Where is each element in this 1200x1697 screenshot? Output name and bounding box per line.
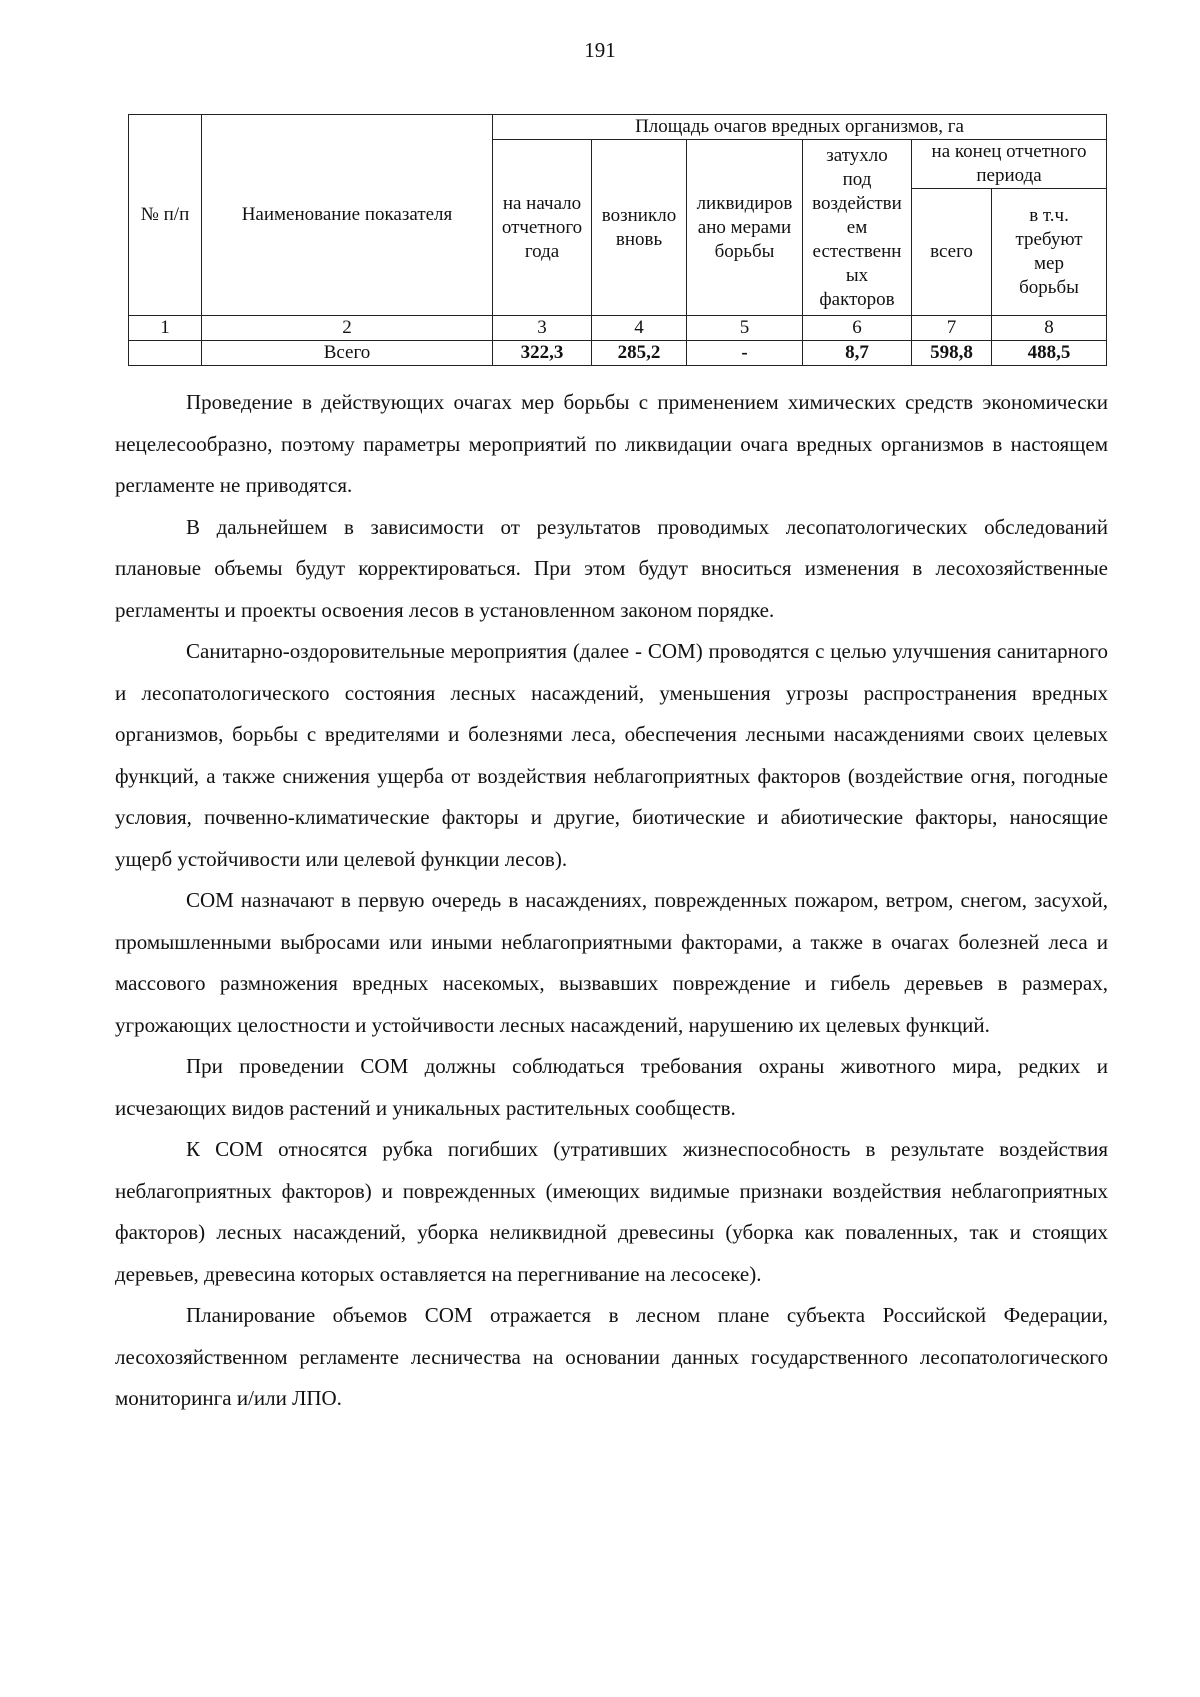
paragraph: Санитарно-оздоровительные мероприятия (далее - СОМ) проводятся с целью улучшения санитарного и лесопатологического состояния лесных насаждений, уменьшения угрозы распространения вредных организмов, борьбы с вредителями и болезнями леса, обеспечения лесными насаждениями своих целевых функций, а также снижения ущерба от воздействия неблагоприятных факторов (воздействие огня, погодные условия, почвенно-климатические факторы и другие, биотические и абиотические факторы, наносящие ущерб устойчивости или целевой функции лесов). (115, 639, 1108, 871)
paragraph: Проведение в действующих очагах мер борьбы с применением химических средств экономически нецелесообразно, поэтому параметры мероприятий по ликвидации очага вредных организмов в настоящем регламенте не приводятся. (115, 390, 1108, 497)
total-new-cell: 285,2 (592, 341, 687, 366)
total-liquidated-cell: - (687, 341, 803, 366)
column-number-cell: 1 (129, 316, 202, 341)
header-col-end-need: в т.ч. требуют мер борьбы (992, 189, 1107, 316)
paragraph: При проведении СОМ должны соблюдаться требования охраны животного мира, редких и исчезающих видов растений и уникальных растительных сообществ. (115, 1054, 1108, 1120)
header-col-number: № п/п (129, 115, 202, 316)
paragraph: К СОМ относятся рубка погибших (утративших жизнеспособность в результате воздействия неблагоприятных факторов) и поврежденных (имеющих видимые признаки воздействия неблагоприятных факторов) лесных насаждений, уборка неликвидной древесины (уборка как поваленных, так и стоящих деревьев, древесина которых оставляется на перегнивание на лесосеке). (115, 1137, 1108, 1286)
header-col-end-total: всего (912, 189, 992, 316)
total-row (129, 341, 1107, 366)
column-number-cell: 6 (803, 316, 912, 341)
total-natural-cell: 8,7 (803, 341, 912, 366)
total-end-total-cell: 598,8 (912, 341, 992, 366)
header-col-start: на начало отчетного года (493, 140, 592, 316)
header-col-name: Наименование показателя (202, 115, 493, 316)
total-end-need-cell: 488,5 (992, 341, 1107, 366)
page-number: 191 (584, 38, 616, 62)
column-number-cell: 4 (592, 316, 687, 341)
header-col-natural: затухло под воздействи ем естественн ых факторов (803, 140, 912, 316)
column-number-row (129, 316, 1107, 341)
column-number-cell: 8 (992, 316, 1107, 341)
pest-area-table (128, 114, 1107, 366)
paragraph: СОМ назначают в первую очередь в насаждениях, поврежденных пожаром, ветром, снегом, засухой, промышленными выбросами или иными неблагоприятными факторами, а также в очагах болезней леса и массового размножения вредных насекомых, вызвавших повреждение и гибель деревьев в размерах, угрожающих целостности и устойчивости лесных насаждений, нарушению их целевых функций. (115, 888, 1108, 1037)
paragraph: Планирование объемов СОМ отражается в лесном плане субъекта Российской Федерации, лесохозяйственном регламенте лесничества на основании данных государственного лесопатологического мониторинга и/или ЛПО. (115, 1303, 1108, 1410)
column-number-cell: 2 (202, 316, 493, 341)
column-number-cell: 3 (493, 316, 592, 341)
header-area-group: Площадь очагов вредных организмов, га (493, 115, 1107, 140)
body-text (115, 382, 1108, 1420)
total-start-cell: 322,3 (493, 341, 592, 366)
column-number-cell: 7 (912, 316, 992, 341)
header-end-period-group: на конец отчетного периода (912, 140, 1107, 189)
column-number-cell: 5 (687, 316, 803, 341)
paragraph: В дальнейшем в зависимости от результатов проводимых лесопатологических обследований плановые объемы будут корректироваться. При этом будут вноситься изменения в лесохозяйственные регламенты и проекты освоения лесов в установленном законом порядке. (115, 514, 1108, 622)
total-num-cell (129, 341, 202, 366)
header-col-liquidated: ликвидиров ано мерами борьбы (687, 140, 803, 316)
total-label-cell: Всего (202, 341, 493, 366)
header-col-new: возникло вновь (592, 140, 687, 316)
